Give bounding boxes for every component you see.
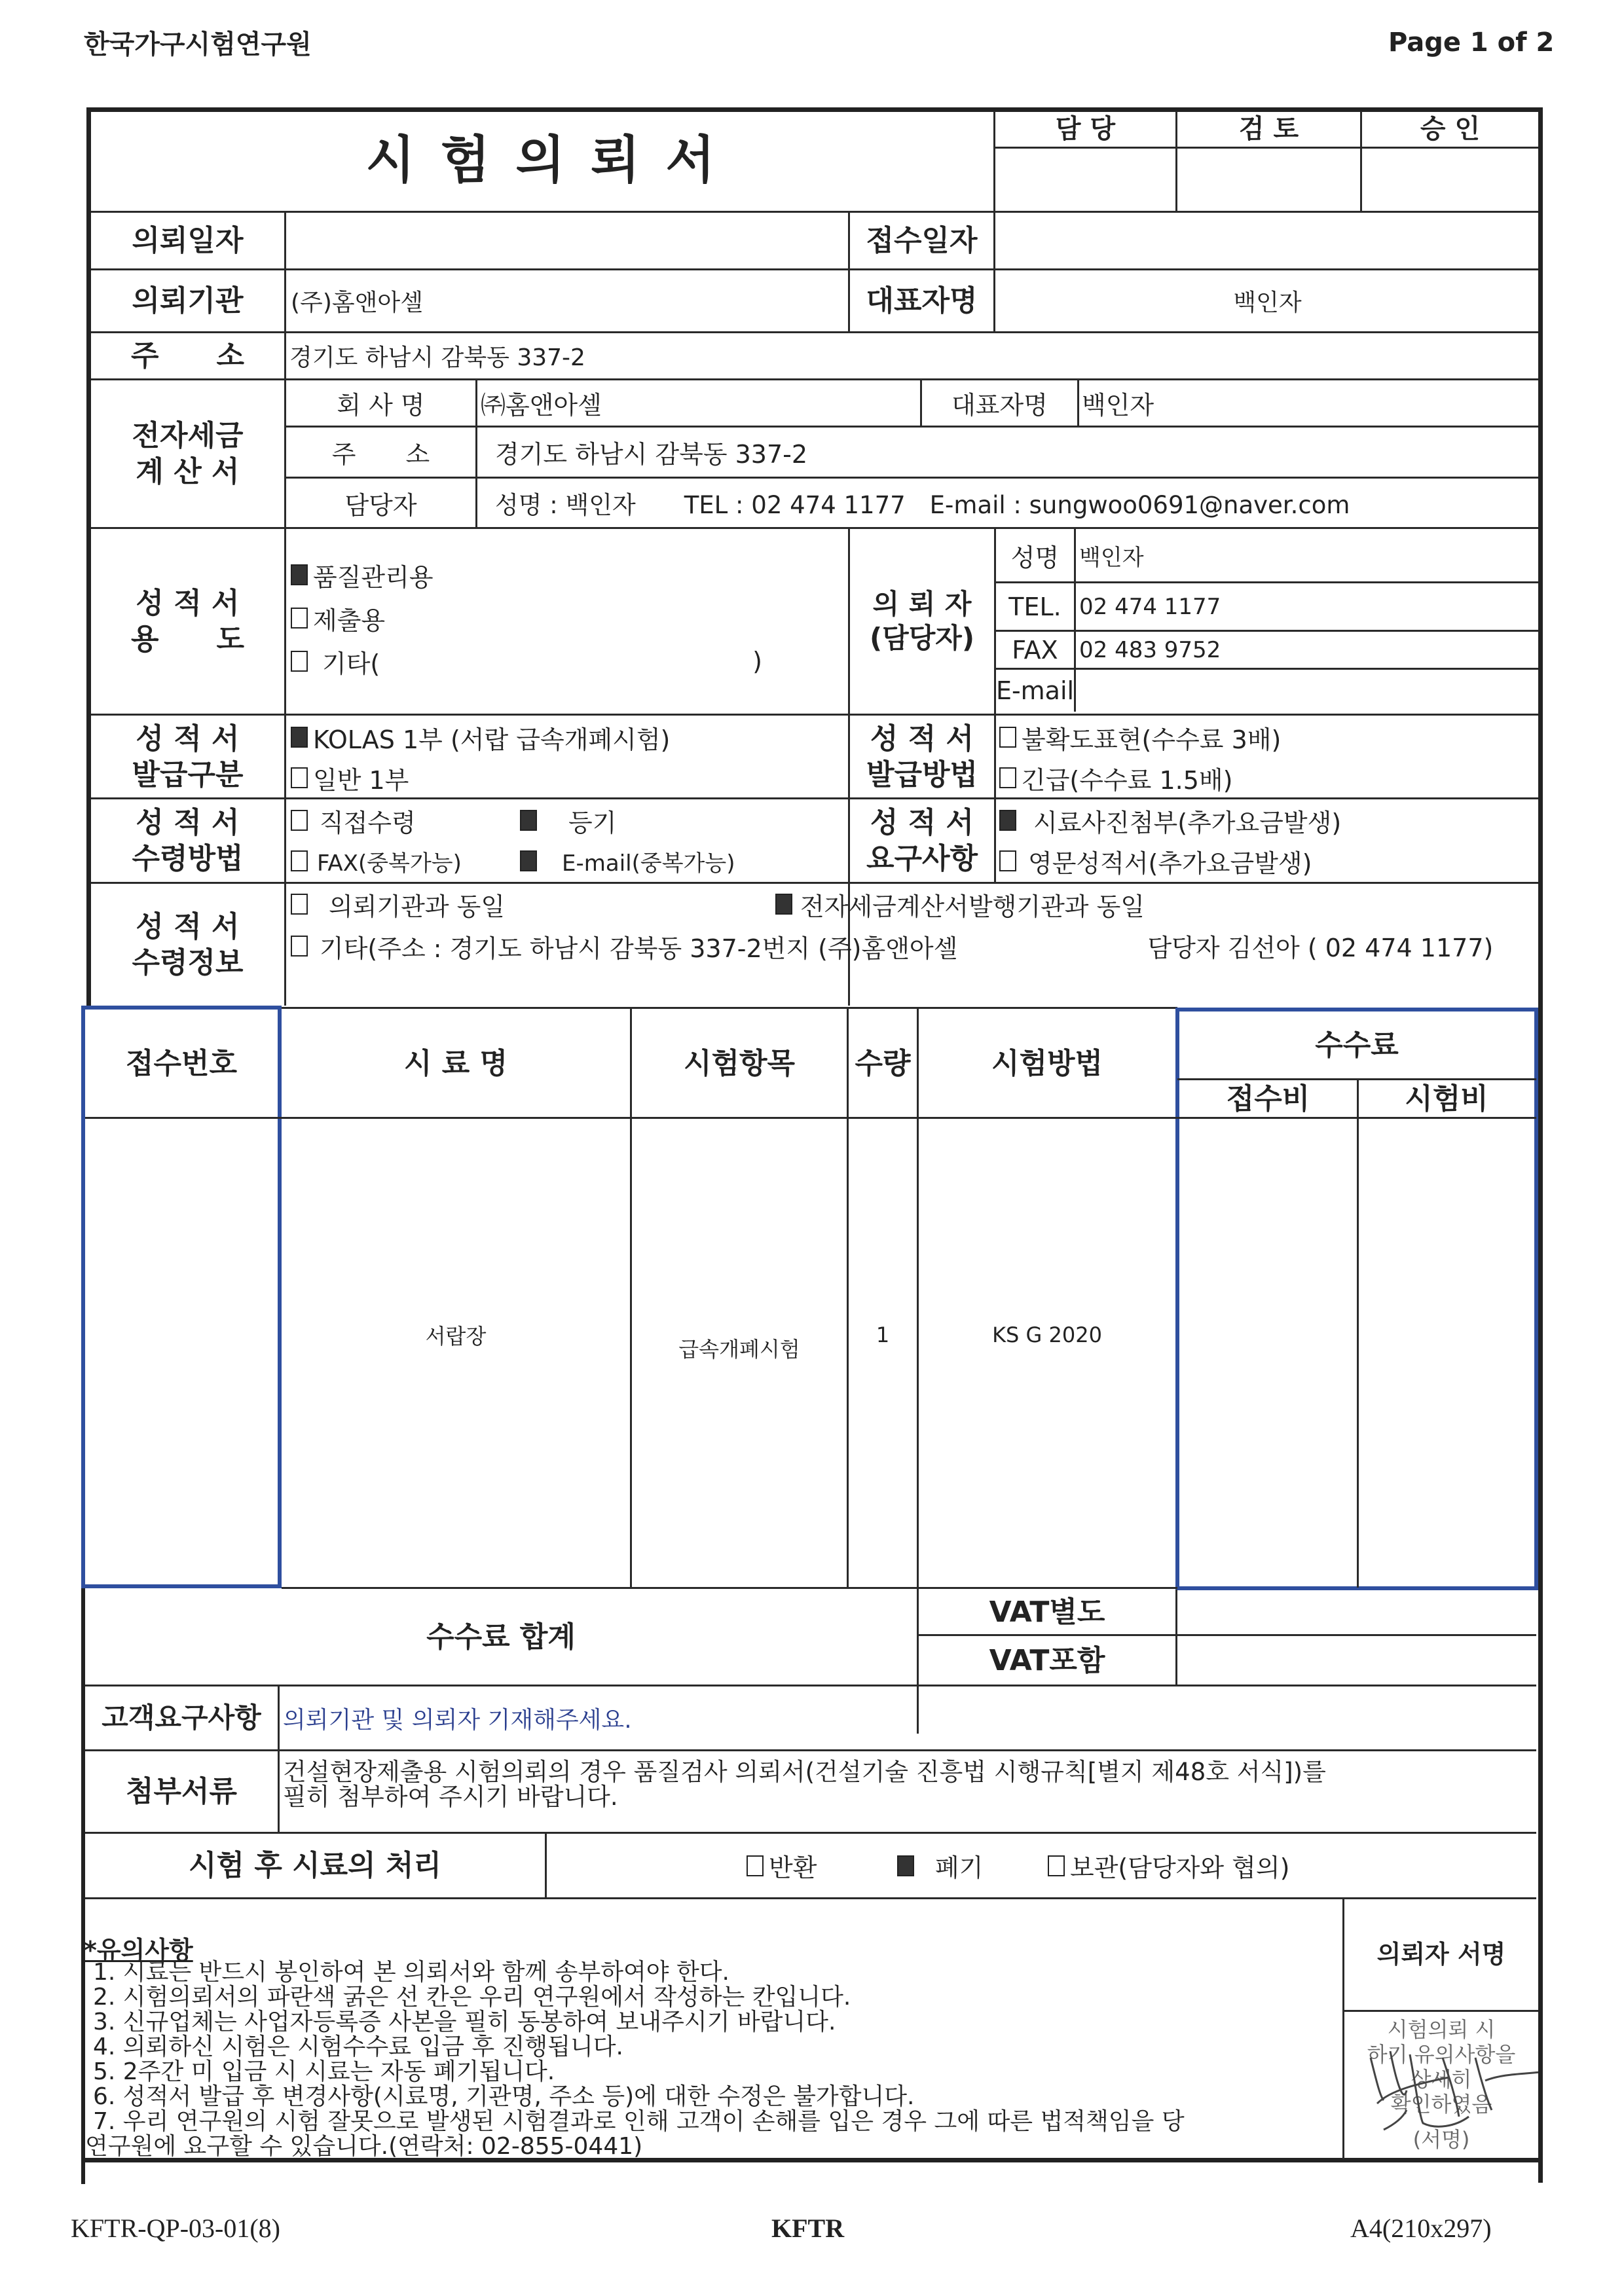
receive-other-contact[interactable]: 담당자 김선아 ( 02 474 1177) (1147, 934, 1494, 962)
vat-incl-field[interactable] (1179, 1636, 1536, 1685)
disposal-keep-label: 보관(담당자와 협의) (1070, 1853, 1290, 1882)
signature-confirm-4: 확인하였음 (1390, 2092, 1492, 2117)
receive-email[interactable] (520, 845, 735, 877)
col-test-item: 시험항목 (683, 1046, 795, 1080)
cell-sample-name[interactable]: 서랍장 (425, 1324, 487, 1349)
requester-email-field[interactable] (1079, 670, 1531, 712)
receive-fax[interactable] (291, 845, 520, 877)
requirements-label: 성 적 서 요구사항 (866, 806, 978, 875)
receipt-date-field[interactable] (997, 213, 1538, 268)
footer-paper-size: A4(210x297) (1350, 2214, 1492, 2243)
receive-same-invoice-label: 전자세금계산서발행기관과 동일 (800, 892, 1145, 921)
customer-request-label: 고객요구사항 (101, 1701, 261, 1734)
request-date-label: 의뢰일자 (132, 224, 244, 257)
req-english-label: 영문성적서(추가요금발생) (1028, 848, 1312, 878)
org-name: 한국가구시험연구원 (84, 29, 312, 60)
tax-address-label: 주 소 (331, 440, 430, 469)
vat-incl-label: VAT포함 (989, 1643, 1105, 1677)
disposal-discard[interactable] (897, 1848, 1048, 1884)
requester-tel-field[interactable]: 02 474 1177 (1079, 593, 1221, 620)
req-photo[interactable] (999, 800, 1341, 841)
receive-email-label: E-mail(중복가능) (562, 850, 735, 877)
receive-method-options (291, 800, 841, 881)
req-photo-label: 시료사진첨부(추가요금발생) (1033, 808, 1342, 837)
checkbox-checked-icon (520, 810, 537, 831)
customer-request-field[interactable]: 의뢰기관 및 의뢰자 기재해주세요. (283, 1706, 632, 1734)
request-date-field[interactable] (288, 213, 848, 268)
receive-other-label: 기타(주소 : 경기도 하남시 감북동 337-2번지 (주)홈앤아셀 (320, 934, 958, 963)
checkbox-icon (1048, 1855, 1065, 1876)
form-title: 시 험 의 뢰 서 (365, 131, 719, 191)
tax-company-field[interactable]: ㈜홈앤아셀 (481, 391, 602, 420)
tax-address-field[interactable]: 경기도 하남시 감북동 337-2 (495, 440, 808, 469)
purpose-other-close: ) (752, 647, 762, 676)
checkbox-icon (747, 1855, 764, 1876)
purpose-submission[interactable] (291, 596, 385, 640)
checkbox-icon (291, 936, 308, 957)
note-item: 6. 성적서 발급 후 변경사항(시료명, 기관명, 주소 등)에 대한 수정은 불가합니다. (93, 2083, 915, 2110)
approval-label-staff: 담 당 (1055, 114, 1116, 144)
receive-same-invoice[interactable] (775, 886, 1145, 922)
checkbox-icon (999, 727, 1016, 748)
disposal-return-label: 반환 (769, 1853, 817, 1882)
attachments-label: 첨부서류 (125, 1775, 237, 1808)
cell-test-method[interactable]: KS G 2020 (992, 1322, 1102, 1347)
receive-registered[interactable] (520, 803, 616, 839)
receipt-date-label: 접수일자 (866, 224, 978, 257)
issue-type-options (291, 717, 841, 798)
checkbox-checked-icon (520, 850, 537, 871)
attachments-line-2: 필히 첨부하여 주시기 바랍니다. (283, 1783, 618, 1811)
disposal-discard-label: 폐기 (935, 1853, 984, 1882)
issue-urgent-label: 긴급(수수료 1.5배) (1022, 765, 1233, 795)
checkbox-checked-icon (897, 1855, 914, 1876)
representative-field[interactable]: 백인자 (1233, 289, 1302, 316)
issue-general[interactable] (291, 757, 409, 798)
issue-uncertainty-label: 불확도표현(수수료 3배) (1022, 725, 1282, 754)
attachments-text (283, 1760, 1534, 1810)
checkbox-icon (291, 850, 308, 871)
attachments-line-1: 건설현장제출용 시험의뢰의 경우 품질검사 의뢰서(건설기술 진흥법 시행규칙[별지 제48호 서식])를 (283, 1758, 1326, 1786)
footer-center: KFTR (771, 2214, 845, 2243)
note-item: 2. 시험의뢰서의 파란색 굵은 선 칸은 우리 연구원에서 작성하는 칸입니다. (93, 1984, 851, 2011)
note-item: 7. 우리 연구원의 시험 잘못으로 발생된 시험결과로 인해 고객이 손해를 입은 경우 그에 따른 법적책임을 당 (93, 2108, 1185, 2135)
col-sample-name: 시 료 명 (403, 1046, 508, 1080)
requester-tel-label: TEL. (1008, 592, 1061, 621)
signature-area[interactable] (1344, 2012, 1538, 2158)
receive-info-label: 성 적 서 수령정보 (132, 910, 244, 979)
col-quantity: 수량 (855, 1046, 911, 1080)
disposal-keep[interactable] (1048, 1848, 1289, 1884)
notes-title: *유의사항 (84, 1936, 193, 1965)
checkbox-icon (291, 894, 308, 915)
issue-kolas[interactable] (291, 717, 670, 757)
requester-name-label: 성명 (1010, 543, 1060, 572)
checkbox-icon (999, 850, 1016, 871)
checkbox-checked-icon (291, 564, 308, 585)
address-label: 주 소 (130, 339, 244, 373)
tax-invoice-label: 전자세금 계 산 서 (132, 419, 244, 488)
signature-confirm-1: 시험의뢰 시 (1387, 2017, 1496, 2042)
issue-type-label: 성 적 서 발급구분 (132, 721, 244, 792)
approval-label-review: 검 토 (1238, 114, 1299, 144)
receive-same-client[interactable] (291, 886, 775, 922)
receive-method-label: 성 적 서 수령방법 (132, 806, 244, 875)
cell-receipt-fee[interactable] (1179, 1119, 1357, 1585)
approval-box-staff[interactable] (995, 149, 1175, 211)
purpose-submission-label: 제출용 (313, 606, 386, 635)
checkbox-icon (291, 608, 308, 629)
checkbox-icon (291, 767, 308, 788)
disposal-return[interactable] (747, 1848, 897, 1884)
approval-box-review[interactable] (1177, 149, 1360, 211)
checkbox-icon (999, 767, 1016, 788)
receive-registered-label: 등기 (568, 808, 617, 837)
col-receipt-no: 접수번호 (125, 1046, 237, 1080)
col-test-fee: 시험비 (1405, 1082, 1488, 1116)
tax-contact-field[interactable]: 성명 : 백인자 TEL : 02 474 1177 E-mail : sungwoo0691@naver.com (495, 491, 1350, 519)
client-org-field[interactable]: (주)홈앤아셀 (291, 289, 423, 316)
report-purpose-label: 성 적 서 용 도 (130, 587, 244, 656)
cell-test-fee[interactable] (1359, 1119, 1534, 1585)
sample-disposal-label: 시험 후 시료의 처리 (189, 1849, 441, 1882)
requirements-options (999, 800, 1536, 881)
col-fee: 수수료 (1315, 1028, 1399, 1062)
approval-label-approve: 승 인 (1420, 114, 1481, 144)
requester-fax-field[interactable]: 02 483 9752 (1079, 636, 1221, 663)
note-item: 4. 의뢰하신 시험은 시험수수료 입금 후 진행됩니다. (93, 2033, 623, 2060)
checkbox-icon (291, 810, 308, 831)
receive-direct-label: 직접수령 (320, 808, 416, 837)
signature-label: 의뢰자 서명 (1376, 1939, 1506, 1969)
note-item: 3. 신규업체는 사업자등록증 사본을 필히 동봉하여 보내주시기 바랍니다. (93, 2009, 836, 2035)
client-org-label: 의뢰기관 (132, 284, 244, 318)
issue-uncertainty[interactable] (999, 717, 1281, 757)
note-item: 연구원에 요구할 수 있습니다.(연락처: 02-855-0441) (85, 2133, 643, 2160)
receive-other[interactable] (291, 924, 957, 968)
issue-kolas-label: KOLAS 1부 (서랍 급속개폐시험) (313, 725, 671, 754)
requester-name-field[interactable]: 백인자 (1079, 544, 1144, 571)
representative-label: 대표자명 (866, 284, 978, 318)
requester-email-label: E-mail (995, 676, 1075, 705)
purpose-other[interactable] (291, 640, 762, 683)
requester-label: 의 뢰 자 (담당자) (869, 587, 975, 654)
purpose-quality-label: 품질관리용 (313, 562, 434, 592)
purpose-other-label: 기타( (322, 649, 380, 678)
checkbox-checked-icon (775, 894, 792, 915)
note-item: 1. 시료는 반드시 봉인하여 본 의뢰서와 함께 송부하여야 한다. (93, 1959, 729, 1986)
col-test-method: 시험방법 (991, 1046, 1103, 1080)
cell-test-item[interactable]: 급속개폐시험 (678, 1337, 800, 1362)
vat-excl-label: VAT별도 (989, 1595, 1105, 1629)
receive-direct[interactable] (291, 803, 520, 839)
signature-confirm-3: 상세히 (1411, 2067, 1472, 2092)
report-purpose-options (291, 553, 841, 683)
address-field[interactable]: 경기도 하남시 감북동 337-2 (289, 344, 585, 371)
vat-excl-field[interactable] (1179, 1590, 1536, 1634)
col-receipt-fee: 접수비 (1226, 1082, 1310, 1116)
requester-fax-label: FAX (1012, 635, 1058, 665)
signature-confirm-2: 하기 유의사항을 (1367, 2042, 1516, 2067)
issue-method-label: 성 적 서 발급방법 (866, 721, 978, 792)
tax-contact-label: 담당자 (344, 490, 417, 520)
note-item: 5. 2주간 미 입금 시 시료는 자동 폐기됩니다. (93, 2058, 555, 2085)
checkbox-icon (291, 651, 308, 672)
checkbox-checked-icon (291, 727, 308, 748)
receive-fax-label: FAX(중복가능) (317, 850, 462, 877)
table-row (85, 1119, 1534, 1585)
sample-disposal-options (747, 1834, 1289, 1897)
req-english[interactable] (999, 841, 1312, 881)
tax-rep-field[interactable]: 백인자 (1082, 391, 1154, 420)
purpose-quality[interactable] (291, 553, 434, 596)
tax-company-label: 회 사 명 (337, 391, 425, 420)
receive-info-options (291, 884, 1535, 968)
cell-quantity[interactable]: 1 (876, 1322, 890, 1347)
issue-urgent[interactable] (999, 757, 1232, 798)
tax-rep-label: 대표자명 (951, 391, 1048, 420)
issue-general-label: 일반 1부 (313, 765, 409, 795)
page-indicator: Page 1 of 2 (1388, 27, 1555, 58)
fee-total-label: 수수료 합계 (426, 1620, 576, 1654)
cell-receipt-no[interactable] (85, 1119, 278, 1585)
approval-box-approve[interactable] (1362, 149, 1538, 211)
checkbox-checked-icon (999, 810, 1016, 831)
receive-same-client-label: 의뢰기관과 동일 (329, 892, 506, 921)
signature-placeholder: (서명) (1412, 2127, 1470, 2152)
issue-method-options (999, 717, 1536, 798)
footer-form-code: KFTR-QP-03-01(8) (71, 2214, 280, 2243)
